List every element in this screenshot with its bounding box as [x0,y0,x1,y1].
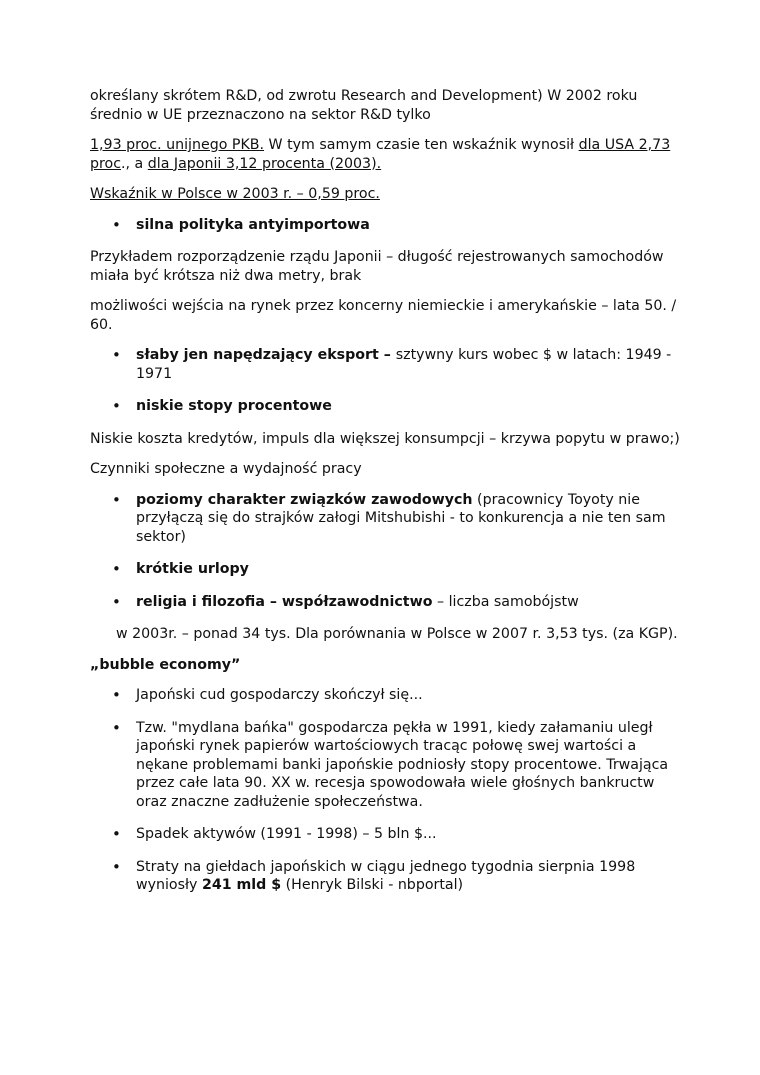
list-item: • Japoński cud gospodarczy skończył się... [136,686,680,705]
rd-intro-line1: określany skrótem R&D, od zwrotu Research and Development) W 2002 roku [90,88,638,104]
bullet-bold: słaby jen napędzający eksport – [136,347,396,363]
bullet-bold: 241 mld $ [201,877,282,893]
section-heading [90,656,680,675]
bullet-bold: krótkie urlopy [136,561,249,577]
bullet-list-1 [90,216,680,235]
bullet-text: sztywny kurs wobec $ w latach: 1949 - 1971 [136,347,672,382]
paragraph-suicide-stats [90,625,680,644]
list-item [136,593,680,612]
usa-stat: dla USA 2,73 proc [90,137,671,172]
paragraph-credit: Niskie koszta kredytów, impuls dla większej konsumpcji – krzywa popytu w prawo;) [90,430,680,447]
suicide-stats-text: w 2003r. – ponad 34 tys. Dla porównania w Polsce w 2007 r. 3,53 tys. (za KGP). [116,626,678,642]
paragraph-japan-regulation: Przykładem rozporządzenie rządu Japonii – długość rejestrowanych samochodów miała być krótsza niż dwa metry, brak [90,249,664,284]
list-item [136,397,680,416]
heading-bubble-economy: „bubble economy” [90,656,241,673]
bullet-list-2 [90,346,680,416]
rd-intro-line2: średnio w UE przeznaczono na sektor R&D tylko [90,106,431,123]
poland-stat: Wskaźnik w Polsce w 2003 r. – 0,59 proc. [90,186,380,202]
bullet-list-3 [90,491,680,612]
stat-connector: W tym samym czasie ten wskaźnik wynosił [264,137,579,153]
stat-connector-2: ., a [121,155,148,172]
bullet-text: Straty na giełdach japońskich w ciągu jednego tygodnia sierpnia 1998 wyniosły [136,858,636,893]
bullet-list-4 [90,686,680,895]
bullet-bold: niskie stopy procentowe [136,398,332,414]
list-item: • Spadek aktywów (1991 - 1998) – 5 bln $... [136,825,680,844]
eu-stat: 1,93 proc. unijnego PKB. [90,137,265,153]
bullet-text-source: (Henryk Bilski - nbportal) [281,877,464,893]
japan-stat: dla Japonii 3,12 procenta (2003). [147,155,382,172]
list-item [136,346,680,383]
list-item [136,216,680,235]
bullet-bold: silna polityka antyimportowa [136,216,370,233]
paragraph-rd-intro [90,87,680,124]
bullet-text: – liczba samobójstw [432,593,579,610]
bullet-bold: religia i filozofia – współzawodnictwo [136,593,433,610]
paragraph-rd-stats [90,136,680,173]
list-item [136,491,680,547]
bullet-bold: poziomy charakter związków zawodowych [136,491,473,508]
bullet-text: (pracownicy Toyoty nie przyłączą się do strajków załogi Mitshubishi - to konkurencja a nie ten sam sektor) [136,491,666,545]
paragraph-poland-stat [90,185,680,204]
list-item: • Tzw. "mydlana bańka" gospodarcza pękła w 1991, kiedy załamaniu uległ japoński rynek papierów wartościowych tracąc połowę swej wartości a nękane problemami banki japońskie podniosły stopy procentowe. Trwająca przez całe lata 90. XX w. recesja spowodowała wiele głośnych bankructw oraz znaczne zadłużenie społeczeństwa. [136,719,680,812]
paragraph-social-factors: Czynniki społeczne a wydajność pracy [90,461,362,477]
paragraph-market-entry: możliwości wejścia na rynek przez koncerny niemieckie i amerykańskie – lata 50. / 60. [90,298,677,333]
list-item [136,560,680,579]
list-item [136,858,680,895]
